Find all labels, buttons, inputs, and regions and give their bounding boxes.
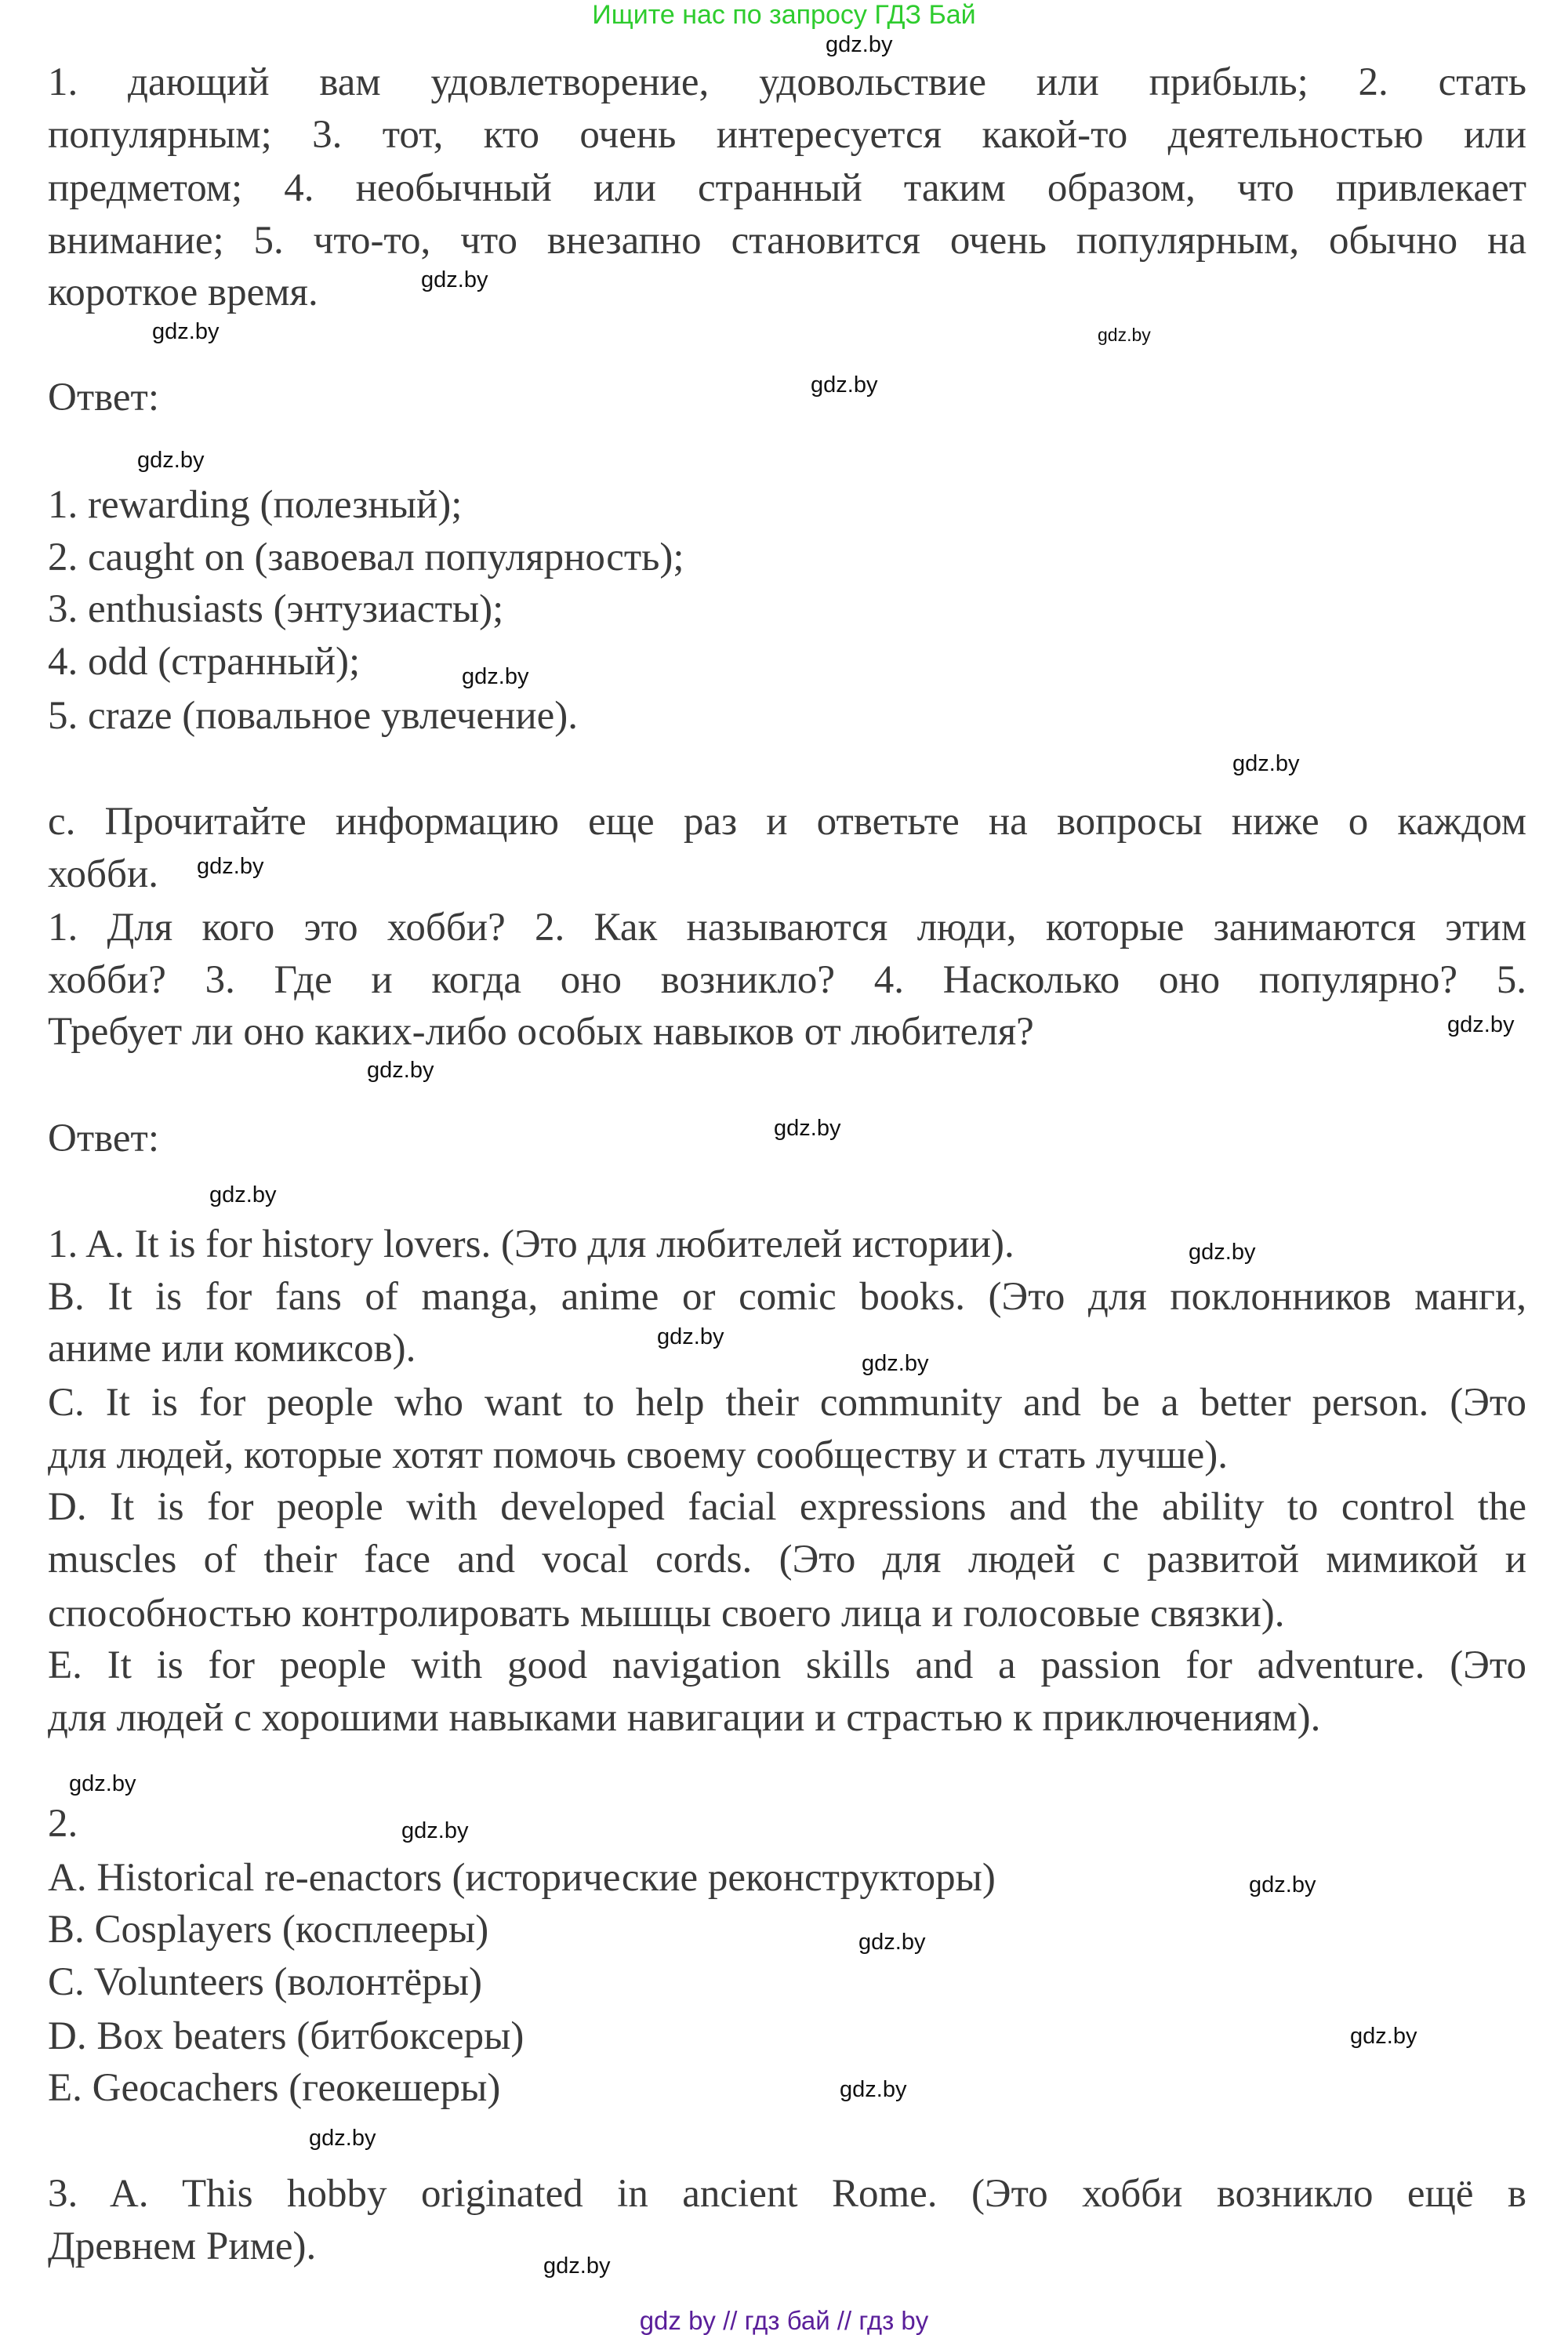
watermark: gdz.by — [1447, 1012, 1515, 1037]
answer-line: 2. — [48, 1802, 78, 1846]
watermark: gdz.by — [543, 2253, 611, 2279]
watermark: gdz.by — [826, 32, 893, 57]
watermark: gdz.by — [152, 319, 220, 344]
answer-line: A. Historical re-enactors (исторические реконструкторы) — [48, 1856, 996, 1900]
watermark: gdz.by — [1232, 751, 1300, 776]
answer-line: 4. odd (странный); — [48, 640, 361, 684]
answer-line: 5. craze (повальное увлечение). — [48, 694, 579, 738]
answer-line: 3. A. This hobby originated in ancient Rome. (Это хобби возникло ещё в — [48, 2172, 1526, 2216]
answer-line: для людей, которые хотят помочь своему сообществу и стать лучше). — [48, 1433, 1229, 1477]
watermark: gdz.by — [1189, 1240, 1256, 1265]
watermark: gdz.by — [657, 1324, 724, 1349]
watermark: gdz.by — [462, 664, 529, 689]
answer-line: 1. rewarding (полезный); — [48, 483, 463, 527]
answer-line: для людей с хорошими навыками навигации и страстью к приключениям). — [48, 1696, 1321, 1740]
question-line: 1. Для кого это хобби? 2. Как называются люди, которые занимаются этим — [48, 906, 1526, 950]
watermark: gdz.by — [69, 1771, 136, 1796]
footer-links: gdz by // гдз бай // гдз by — [639, 2306, 929, 2335]
answer-line: Древнем Риме). — [48, 2224, 317, 2268]
answer-line: E. It is for people with good navigation skills and a passion for adventure. (Это — [48, 1643, 1526, 1687]
search-banner: Ищите нас по запросу ГДЗ Бай — [592, 0, 976, 30]
answer-line: 3. enthusiasts (энтузиасты); — [48, 587, 504, 631]
definition-line: предметом; 4. необычный или странный таким образом, что привлекает — [48, 166, 1526, 210]
answer-line: D. Box beaters (битбоксеры) — [48, 2014, 524, 2058]
answer-line: C. It is for people who want to help their community and be a better person. (Это — [48, 1381, 1526, 1425]
watermark: gdz.by — [862, 1351, 929, 1376]
watermark: gdz.by — [1098, 325, 1151, 345]
watermark: gdz.by — [401, 1818, 469, 1843]
answer-line: аниме или комиксов). — [48, 1327, 416, 1371]
watermark: gdz.by — [367, 1058, 434, 1083]
task-c-line: хобби. — [48, 852, 158, 896]
watermark: gdz.by — [1350, 2024, 1417, 2049]
watermark: gdz.by — [197, 854, 264, 879]
watermark: gdz.by — [137, 448, 205, 473]
answer-label: Ответ: — [48, 1117, 159, 1160]
answer-line: 1. A. It is for history lovers. (Это для любителей истории). — [48, 1222, 1014, 1266]
answer-label: Ответ: — [48, 376, 159, 419]
watermark: gdz.by — [1249, 1872, 1316, 1897]
watermark: gdz.by — [421, 267, 488, 292]
watermark: gdz.by — [858, 1930, 926, 1955]
question-line: Требует ли оно каких-либо особых навыков от любителя? — [48, 1010, 1034, 1054]
answer-line: способностью контролировать мышцы своего лица и голосовые связки). — [48, 1592, 1285, 1636]
task-c-line: c. Прочитайте информацию еще раз и ответьте на вопросы ниже о каждом — [48, 800, 1526, 844]
answer-line: muscles of their face and vocal cords. (Это для людей с развитой мимикой и — [48, 1538, 1526, 1581]
answer-line: 2. caught on (завоевал популярность); — [48, 536, 684, 579]
watermark: gdz.by — [209, 1182, 277, 1207]
answer-line: D. It is for people with developed facial expressions and the ability to control the — [48, 1485, 1526, 1529]
definition-line: 1. дающий вам удовлетворение, удовольствие или прибыль; 2. стать — [48, 60, 1526, 104]
definition-line: внимание; 5. что-то, что внезапно становится очень популярным, обычно на — [48, 219, 1526, 263]
watermark: gdz.by — [774, 1116, 841, 1141]
definition-line: популярным; 3. тот, кто очень интересуется какой-то деятельностью или — [48, 113, 1526, 157]
definition-line: короткое время. — [48, 271, 318, 314]
answer-line: B. It is for fans of manga, anime or comic books. (Это для поклонников манги, — [48, 1275, 1526, 1319]
watermark: gdz.by — [840, 2077, 907, 2102]
watermark: gdz.by — [309, 2126, 376, 2151]
watermark: gdz.by — [811, 372, 878, 398]
answer-line: E. Geocachers (геокешеры) — [48, 2066, 501, 2110]
answer-line: B. Cosplayers (косплееры) — [48, 1908, 489, 1952]
answer-line: C. Volunteers (волонтёры) — [48, 1960, 483, 2004]
question-line: хобби? 3. Где и когда оно возникло? 4. Насколько оно популярно? 5. — [48, 958, 1526, 1002]
